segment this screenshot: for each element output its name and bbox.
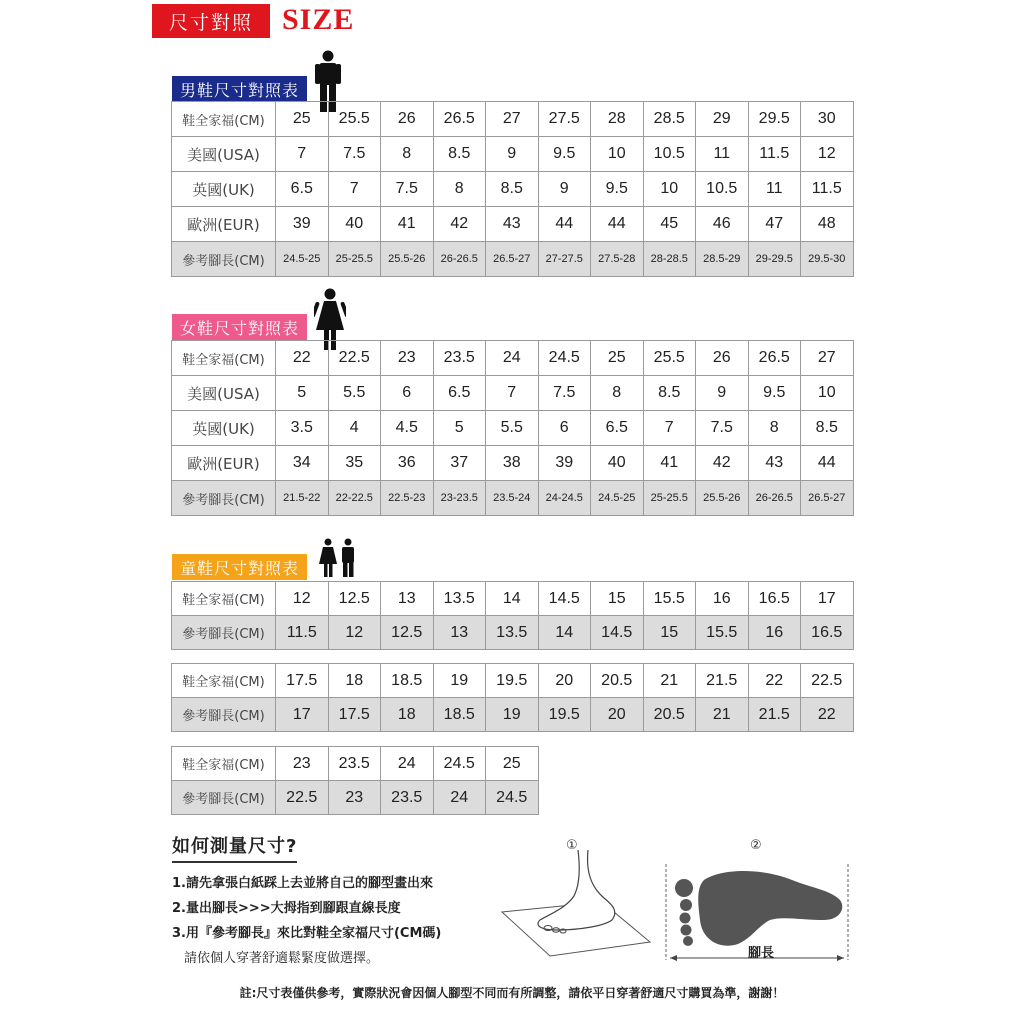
size-cell: 7 bbox=[328, 172, 381, 207]
size-cell: 22 bbox=[276, 341, 329, 376]
size-cell: 26.5 bbox=[748, 341, 801, 376]
row-label: 鞋全家福(CM) bbox=[172, 747, 276, 781]
size-cell: 12 bbox=[328, 616, 381, 650]
kids-section-label: 童鞋尺寸對照表 bbox=[172, 554, 307, 580]
size-cell: 35 bbox=[328, 446, 381, 481]
size-cell: 11.5 bbox=[276, 616, 329, 650]
size-cell: 25 bbox=[591, 341, 644, 376]
size-cell: 25 bbox=[486, 747, 539, 781]
row-label: 參考腳長(CM) bbox=[172, 616, 276, 650]
size-cell: 11.5 bbox=[801, 172, 854, 207]
size-cell: 9.5 bbox=[591, 172, 644, 207]
size-chart-title-box bbox=[152, 4, 270, 38]
size-cell: 43 bbox=[748, 446, 801, 481]
size-cell: 22-22.5 bbox=[328, 481, 381, 516]
size-cell: 16.5 bbox=[748, 582, 801, 616]
size-cell: 17.5 bbox=[328, 698, 381, 732]
size-row bbox=[172, 616, 854, 650]
size-row bbox=[172, 481, 854, 516]
size-cell: 18.5 bbox=[381, 664, 434, 698]
size-cell: 8.5 bbox=[486, 172, 539, 207]
size-cell: 28-28.5 bbox=[643, 242, 696, 277]
women-section-label: 女鞋尺寸對照表 bbox=[172, 314, 307, 340]
size-cell: 27 bbox=[486, 102, 539, 137]
size-cell: 25 bbox=[276, 102, 329, 137]
size-cell: 37 bbox=[433, 446, 486, 481]
size-cell: 24.5 bbox=[433, 747, 486, 781]
size-cell: 11 bbox=[696, 137, 749, 172]
size-cell: 41 bbox=[643, 446, 696, 481]
size-cell: 21 bbox=[643, 664, 696, 698]
size-cell: 25-25.5 bbox=[328, 242, 381, 277]
size-cell: 17 bbox=[801, 582, 854, 616]
size-cell: 12.5 bbox=[381, 616, 434, 650]
size-cell: 8.5 bbox=[433, 137, 486, 172]
size-cell: 4.5 bbox=[381, 411, 434, 446]
size-row bbox=[172, 341, 854, 376]
size-row bbox=[172, 582, 854, 616]
size-cell: 45 bbox=[643, 207, 696, 242]
size-cell: 8 bbox=[381, 137, 434, 172]
size-cell: 20.5 bbox=[591, 664, 644, 698]
size-cell: 29-29.5 bbox=[748, 242, 801, 277]
size-cell: 29.5 bbox=[748, 102, 801, 137]
size-cell: 18 bbox=[328, 664, 381, 698]
size-cell: 22.5 bbox=[276, 781, 329, 815]
size-cell: 44 bbox=[801, 446, 854, 481]
size-cell: 20 bbox=[538, 664, 591, 698]
size-cell: 23-23.5 bbox=[433, 481, 486, 516]
size-row bbox=[172, 207, 854, 242]
size-cell: 9 bbox=[486, 137, 539, 172]
size-cell: 11 bbox=[748, 172, 801, 207]
size-cell: 18.5 bbox=[433, 698, 486, 732]
size-cell: 10 bbox=[801, 376, 854, 411]
footnote: 註:尺寸表僅供參考，實際狀況會因個人腳型不同而有所調整，請依平日穿著舒適尺寸購買為準，謝謝！ bbox=[239, 986, 785, 1000]
size-cell: 40 bbox=[328, 207, 381, 242]
size-cell: 11.5 bbox=[748, 137, 801, 172]
size-cell: 23.5-24 bbox=[486, 481, 539, 516]
kids-size-table-2 bbox=[171, 663, 854, 732]
size-row bbox=[172, 376, 854, 411]
size-cell: 29.5-30 bbox=[801, 242, 854, 277]
size-cell: 23 bbox=[276, 747, 329, 781]
size-cell: 5 bbox=[276, 376, 329, 411]
size-cell: 21.5-22 bbox=[276, 481, 329, 516]
size-cell: 6.5 bbox=[591, 411, 644, 446]
size-cell: 22 bbox=[748, 664, 801, 698]
figure-2-number: ② bbox=[750, 838, 762, 853]
row-label: 鞋全家福(CM) bbox=[172, 341, 276, 376]
size-cell: 26-26.5 bbox=[748, 481, 801, 516]
size-cell: 42 bbox=[696, 446, 749, 481]
size-cell: 7.5 bbox=[538, 376, 591, 411]
size-cell: 19.5 bbox=[538, 698, 591, 732]
size-cell: 12 bbox=[276, 582, 329, 616]
size-cell: 24.5-25 bbox=[276, 242, 329, 277]
size-cell: 6.5 bbox=[433, 376, 486, 411]
size-cell: 15.5 bbox=[696, 616, 749, 650]
size-row bbox=[172, 781, 539, 815]
size-cell: 48 bbox=[801, 207, 854, 242]
size-cell: 7.5 bbox=[328, 137, 381, 172]
size-cell: 25.5-26 bbox=[696, 481, 749, 516]
size-cell: 23.5 bbox=[433, 341, 486, 376]
size-cell: 10 bbox=[643, 172, 696, 207]
size-cell: 16 bbox=[748, 616, 801, 650]
size-cell: 40 bbox=[591, 446, 644, 481]
kids-size-table-3 bbox=[171, 746, 539, 815]
size-chart-title-zh: 尺寸對照 bbox=[168, 11, 253, 34]
size-cell: 8.5 bbox=[643, 376, 696, 411]
men-size-table bbox=[171, 101, 854, 277]
size-cell: 42 bbox=[433, 207, 486, 242]
size-cell: 6 bbox=[381, 376, 434, 411]
size-cell: 20 bbox=[591, 698, 644, 732]
size-cell: 25.5 bbox=[328, 102, 381, 137]
row-label: 鞋全家福(CM) bbox=[172, 664, 276, 698]
how-to-step-3: 3.用『參考腳長』來比對鞋全家福尺寸(CM碼) bbox=[172, 926, 442, 941]
size-cell: 24 bbox=[486, 341, 539, 376]
size-cell: 23 bbox=[328, 781, 381, 815]
size-cell: 22.5 bbox=[801, 664, 854, 698]
size-cell: 39 bbox=[538, 446, 591, 481]
size-cell: 21 bbox=[696, 698, 749, 732]
size-cell: 28.5 bbox=[643, 102, 696, 137]
size-row bbox=[172, 411, 854, 446]
size-cell: 14 bbox=[486, 582, 539, 616]
size-cell: 8.5 bbox=[801, 411, 854, 446]
size-cell: 9 bbox=[538, 172, 591, 207]
row-label: 歐洲(EUR) bbox=[172, 446, 276, 481]
size-cell: 29 bbox=[696, 102, 749, 137]
size-cell: 24.5 bbox=[486, 781, 539, 815]
size-cell: 5.5 bbox=[328, 376, 381, 411]
size-chart-title-en: SIZE bbox=[282, 3, 355, 36]
size-cell: 17.5 bbox=[276, 664, 329, 698]
size-cell: 22.5-23 bbox=[381, 481, 434, 516]
size-cell: 24 bbox=[433, 781, 486, 815]
size-cell: 10.5 bbox=[696, 172, 749, 207]
size-cell: 9 bbox=[696, 376, 749, 411]
size-cell: 5.5 bbox=[486, 411, 539, 446]
row-label: 鞋全家福(CM) bbox=[172, 582, 276, 616]
size-cell: 46 bbox=[696, 207, 749, 242]
size-cell: 21.5 bbox=[748, 698, 801, 732]
size-row bbox=[172, 698, 854, 732]
size-row bbox=[172, 446, 854, 481]
size-cell: 28.5-29 bbox=[696, 242, 749, 277]
size-row bbox=[172, 664, 854, 698]
size-cell: 10.5 bbox=[643, 137, 696, 172]
size-cell: 23.5 bbox=[381, 781, 434, 815]
size-cell: 6 bbox=[538, 411, 591, 446]
row-label: 參考腳長(CM) bbox=[172, 242, 276, 277]
size-cell: 24-24.5 bbox=[538, 481, 591, 516]
size-cell: 25.5 bbox=[643, 341, 696, 376]
size-cell: 25.5-26 bbox=[381, 242, 434, 277]
size-cell: 21.5 bbox=[696, 664, 749, 698]
row-label: 參考腳長(CM) bbox=[172, 698, 276, 732]
size-cell: 14.5 bbox=[538, 582, 591, 616]
size-cell: 8 bbox=[591, 376, 644, 411]
size-cell: 10 bbox=[591, 137, 644, 172]
size-cell: 19 bbox=[433, 664, 486, 698]
size-row bbox=[172, 102, 854, 137]
size-row bbox=[172, 747, 539, 781]
size-cell: 27.5-28 bbox=[591, 242, 644, 277]
size-cell: 44 bbox=[591, 207, 644, 242]
size-cell: 43 bbox=[486, 207, 539, 242]
size-cell: 13 bbox=[433, 616, 486, 650]
size-cell: 38 bbox=[486, 446, 539, 481]
size-cell: 16.5 bbox=[801, 616, 854, 650]
women-size-table bbox=[171, 340, 854, 516]
size-cell: 27 bbox=[801, 341, 854, 376]
row-label: 參考腳長(CM) bbox=[172, 481, 276, 516]
size-cell: 19.5 bbox=[486, 664, 539, 698]
size-cell: 9.5 bbox=[748, 376, 801, 411]
size-cell: 36 bbox=[381, 446, 434, 481]
size-cell: 23.5 bbox=[328, 747, 381, 781]
how-to-step-2: 2.量出腳長>>>大拇指到腳跟直線長度 bbox=[172, 901, 401, 916]
size-cell: 7.5 bbox=[696, 411, 749, 446]
size-cell: 26 bbox=[696, 341, 749, 376]
size-cell: 13 bbox=[381, 582, 434, 616]
size-cell: 6.5 bbox=[276, 172, 329, 207]
size-cell: 25-25.5 bbox=[643, 481, 696, 516]
size-cell: 18 bbox=[381, 698, 434, 732]
size-cell: 13.5 bbox=[486, 616, 539, 650]
size-cell: 27.5 bbox=[538, 102, 591, 137]
size-cell: 24.5-25 bbox=[591, 481, 644, 516]
size-row bbox=[172, 137, 854, 172]
size-cell: 15 bbox=[643, 616, 696, 650]
size-cell: 16 bbox=[696, 582, 749, 616]
size-cell: 34 bbox=[276, 446, 329, 481]
size-cell: 12 bbox=[801, 137, 854, 172]
size-cell: 26.5-27 bbox=[801, 481, 854, 516]
row-label: 英國(UK) bbox=[172, 172, 276, 207]
row-label: 鞋全家福(CM) bbox=[172, 102, 276, 137]
size-cell: 26-26.5 bbox=[433, 242, 486, 277]
size-cell: 13.5 bbox=[433, 582, 486, 616]
row-label: 美國(USA) bbox=[172, 376, 276, 411]
children-icon bbox=[318, 538, 358, 578]
size-cell: 47 bbox=[748, 207, 801, 242]
size-cell: 8 bbox=[433, 172, 486, 207]
kids-size-table-1 bbox=[171, 581, 854, 650]
men-section-label: 男鞋尺寸對照表 bbox=[172, 76, 307, 102]
how-to-step-1: 1.請先拿張白紙踩上去並將自己的腳型畫出來 bbox=[172, 876, 433, 891]
size-cell: 12.5 bbox=[328, 582, 381, 616]
size-cell: 22.5 bbox=[328, 341, 381, 376]
row-label: 美國(USA) bbox=[172, 137, 276, 172]
size-cell: 7.5 bbox=[381, 172, 434, 207]
size-cell: 39 bbox=[276, 207, 329, 242]
size-cell: 26.5-27 bbox=[486, 242, 539, 277]
row-label: 歐洲(EUR) bbox=[172, 207, 276, 242]
size-cell: 14 bbox=[538, 616, 591, 650]
foot-on-paper-illustration bbox=[500, 850, 660, 965]
row-label: 英國(UK) bbox=[172, 411, 276, 446]
size-cell: 28 bbox=[591, 102, 644, 137]
size-row bbox=[172, 242, 854, 277]
size-cell: 15.5 bbox=[643, 582, 696, 616]
size-cell: 7 bbox=[276, 137, 329, 172]
size-cell: 4 bbox=[328, 411, 381, 446]
size-cell: 41 bbox=[381, 207, 434, 242]
how-to-step-3-note: 請依個人穿著舒適鬆緊度做選擇。 bbox=[184, 951, 380, 966]
size-cell: 3.5 bbox=[276, 411, 329, 446]
size-cell: 8 bbox=[748, 411, 801, 446]
size-cell: 19 bbox=[486, 698, 539, 732]
size-cell: 23 bbox=[381, 341, 434, 376]
size-cell: 22 bbox=[801, 698, 854, 732]
size-cell: 7 bbox=[486, 376, 539, 411]
size-cell: 26.5 bbox=[433, 102, 486, 137]
size-cell: 20.5 bbox=[643, 698, 696, 732]
size-cell: 24 bbox=[381, 747, 434, 781]
size-cell: 30 bbox=[801, 102, 854, 137]
size-cell: 9.5 bbox=[538, 137, 591, 172]
size-row bbox=[172, 172, 854, 207]
size-cell: 7 bbox=[643, 411, 696, 446]
size-cell: 5 bbox=[433, 411, 486, 446]
row-label: 參考腳長(CM) bbox=[172, 781, 276, 815]
size-cell: 15 bbox=[591, 582, 644, 616]
size-cell: 24.5 bbox=[538, 341, 591, 376]
size-cell: 14.5 bbox=[591, 616, 644, 650]
size-cell: 44 bbox=[538, 207, 591, 242]
size-cell: 26 bbox=[381, 102, 434, 137]
size-cell: 27-27.5 bbox=[538, 242, 591, 277]
how-to-measure-title: 如何測量尺寸? bbox=[172, 832, 297, 863]
figure-1-number: ① bbox=[566, 838, 578, 853]
size-cell: 17 bbox=[276, 698, 329, 732]
foot-length-label: 腳長 bbox=[748, 946, 775, 961]
